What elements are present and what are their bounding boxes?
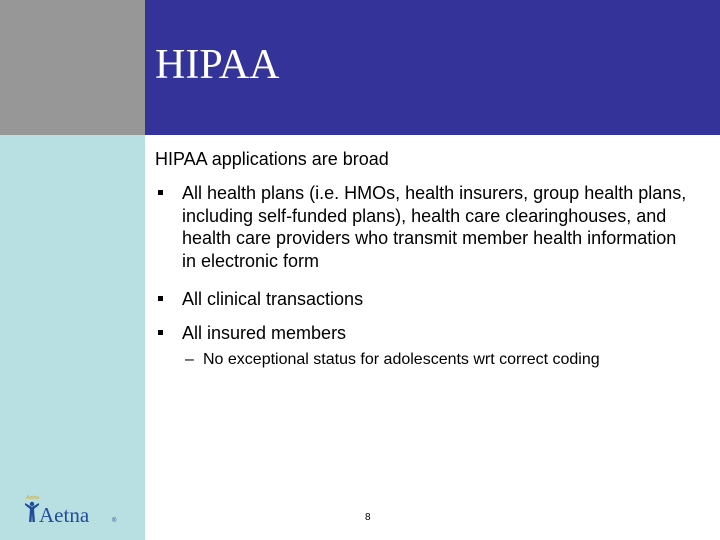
lead-text: HIPAA applications are broad	[155, 149, 389, 169]
square-bullet-icon	[158, 296, 163, 301]
side-panel	[0, 135, 145, 540]
sub-bullet-item	[185, 350, 685, 370]
slide-title: HIPAA	[155, 42, 280, 88]
dash-bullet: –	[185, 351, 194, 368]
logo-registered-mark: ®	[112, 518, 117, 524]
bullet-text: All insured members	[182, 323, 347, 343]
bullet-text: All health plans (i.e. HMOs, health insurers, group health plans, including self-funded plans), health care clearinghouses, and health care providers who transmit member health information in electronic form	[182, 183, 687, 271]
header-gray-block	[0, 0, 145, 135]
logo-wordmark: Aetna	[39, 503, 90, 527]
bullet-text: All clinical transactions	[182, 289, 364, 309]
square-bullet-icon	[158, 190, 163, 195]
page-number: 8	[365, 512, 371, 523]
aetna-logo	[22, 490, 122, 530]
sub-bullet-text: No exceptional status for adolescents wrt correct coding	[203, 351, 600, 368]
person-figure-icon	[25, 502, 39, 522]
square-bullet-icon	[158, 330, 163, 335]
title-bar	[145, 0, 720, 135]
logo-tagline: Aetna	[26, 495, 40, 501]
